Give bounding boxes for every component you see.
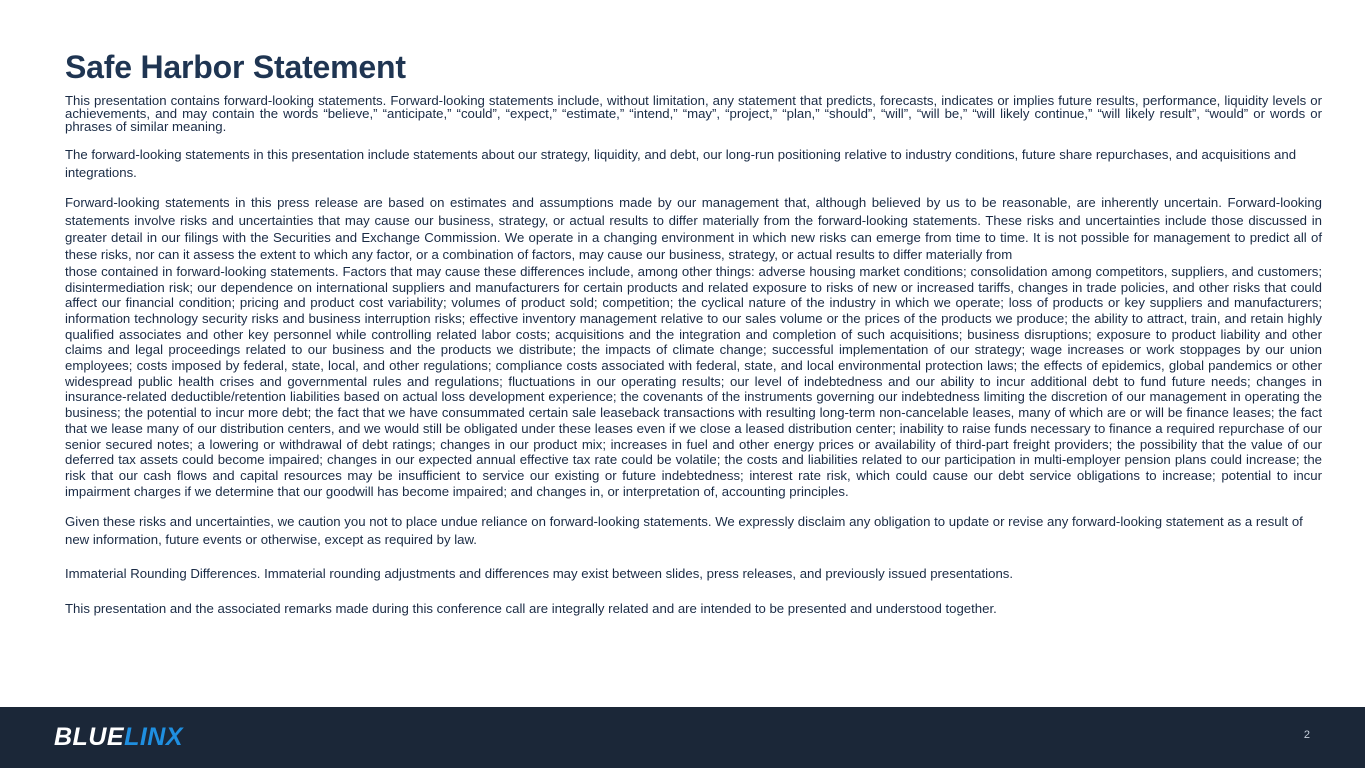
safe-harbor-body [65, 95, 1322, 617]
paragraph-risk-factors: those contained in forward-looking statements. Factors that may cause these differences include, among other things: adverse housing market conditions; consolidation among competitors, suppliers, and customers; disintermediation risk; our dependence on international suppliers and manufacturers for certain products and related exposure to risks of new or increased tariffs, changes in trade policies, and other risks that could affect our financial condition; pricing and product cost variability; volumes of product sold; competition; the cyclical nature of the industry in which we operate; loss of products or key suppliers and manufacturers; information technology security risks and business interruption risks; effective inventory management relative to our sales volume or the prices of the products we produce; the ability to attract, train, and retain highly qualified associates and other key personnel while controlling related labor costs; acquisitions and the integration and completion of such acquisitions; business disruptions; exposure to product liability and other claims and legal proceedings related to our business and the products we distribute; the impacts of climate change; successful implementation of our strategy; wage increases or work stoppages by our union employees; costs imposed by federal, state, local, and other regulations; compliance costs associated with federal, state, and local environmental protection laws; the effects of epidemics, global pandemics or other widespread public health crises and governmental rules and regulations; fluctuations in our operating results; our level of indebtedness and our ability to incur additional debt to fund future needs; changes in insurance-related deductible/retention liabilities based on actual loss development experience; the covenants of the instruments governing our indebtedness limiting the discretion of our management in operating the business; the potential to incur more debt; the fact that we have consummated certain sale leaseback transactions with resulting long-term non-cancelable leases, many of which are or will be finance leases; the fact that we lease many of our distribution centers, and we would still be obligated under these leases even if we close a leased distribution center; inability to raise funds necessary to finance a required repurchase of our senior secured notes; a lowering or withdrawal of debt ratings; changes in our product mix; increases in fuel and other energy prices or availability of third-part freight providers; the possibility that the value of our deferred tax assets could become impaired; changes in our expected annual effective tax rate could be volatile; the costs and liabilities related to our participation in multi-employer pension plans could increase; the risk that our cash flows and capital resources may be insufficient to service our existing or future indebtedness; interest rate risk, which could cause our debt service obligations to increase; potential to incur impairment charges if we determine that our goodwill has become impaired; and changes in, or interpretation of, accounting principles. [65, 263, 1322, 499]
paragraph-risks-intro: Forward-looking statements in this press release are based on estimates and assumptions made by our management that, although believed by us to be reasonable, are inherently uncertain. Forward-looking statements involve risks and uncertainties that may cause our business, strategy, or actual results to differ materially from the forward-looking statements. These risks and uncertainties include those discussed in greater detail in our filings with the Securities and Exchange Commission. We operate in a changing environment in which new risks can emerge from time to time. It is not possible for management to predict all of these risks, nor can it assess the extent to which any factor, or a combination of factors, may cause our business, strategy, or actual results to differ materially from [65, 195, 1322, 263]
logo-text-linx: LINX [124, 723, 184, 751]
slide-title: Safe Harbor Statement [65, 49, 406, 85]
bluelinx-logo [54, 722, 183, 752]
footer-bar [0, 707, 1365, 768]
paragraph-forward-looking-definition: This presentation contains forward-looking statements. Forward-looking statements include, without limitation, any statement that predicts, forecasts, indicates or implies future results, performance, liquidity levels or achievements, and may contain the words “believe,” “anticipate,” “could”, “expect,” “estimate,” “intend,” “may”, “project,” “plan,” “should”, “will”, “will be,” “will likely continue,” “will likely result”, “would” or words or phrases of similar meaning. [65, 93, 1322, 134]
logo-text-blue: BLUE [54, 723, 125, 751]
paragraph-forward-looking-scope: The forward-looking statements in this presentation include statements about our strategy, liquidity, and debt, our long-run positioning relative to industry conditions, future share repurchases, and acquisitions and integrations. [65, 147, 1297, 180]
paragraph-rounding: Immaterial Rounding Differences. Immaterial rounding adjustments and differences may exist between slides, press releases, and previously issued presentations. [65, 566, 1014, 582]
paragraph-undue-reliance: Given these risks and uncertainties, we caution you not to place undue reliance on forward-looking statements. We expressly disclaim any obligation to update or revise any forward-looking statement as a result of new information, future events or otherwise, except as required by law. [65, 514, 1303, 547]
page-number: 2 [1303, 729, 1310, 741]
paragraph-conference-call: This presentation and the associated remarks made during this conference call are integrally related and are intended to be presented and understood together. [65, 600, 997, 616]
